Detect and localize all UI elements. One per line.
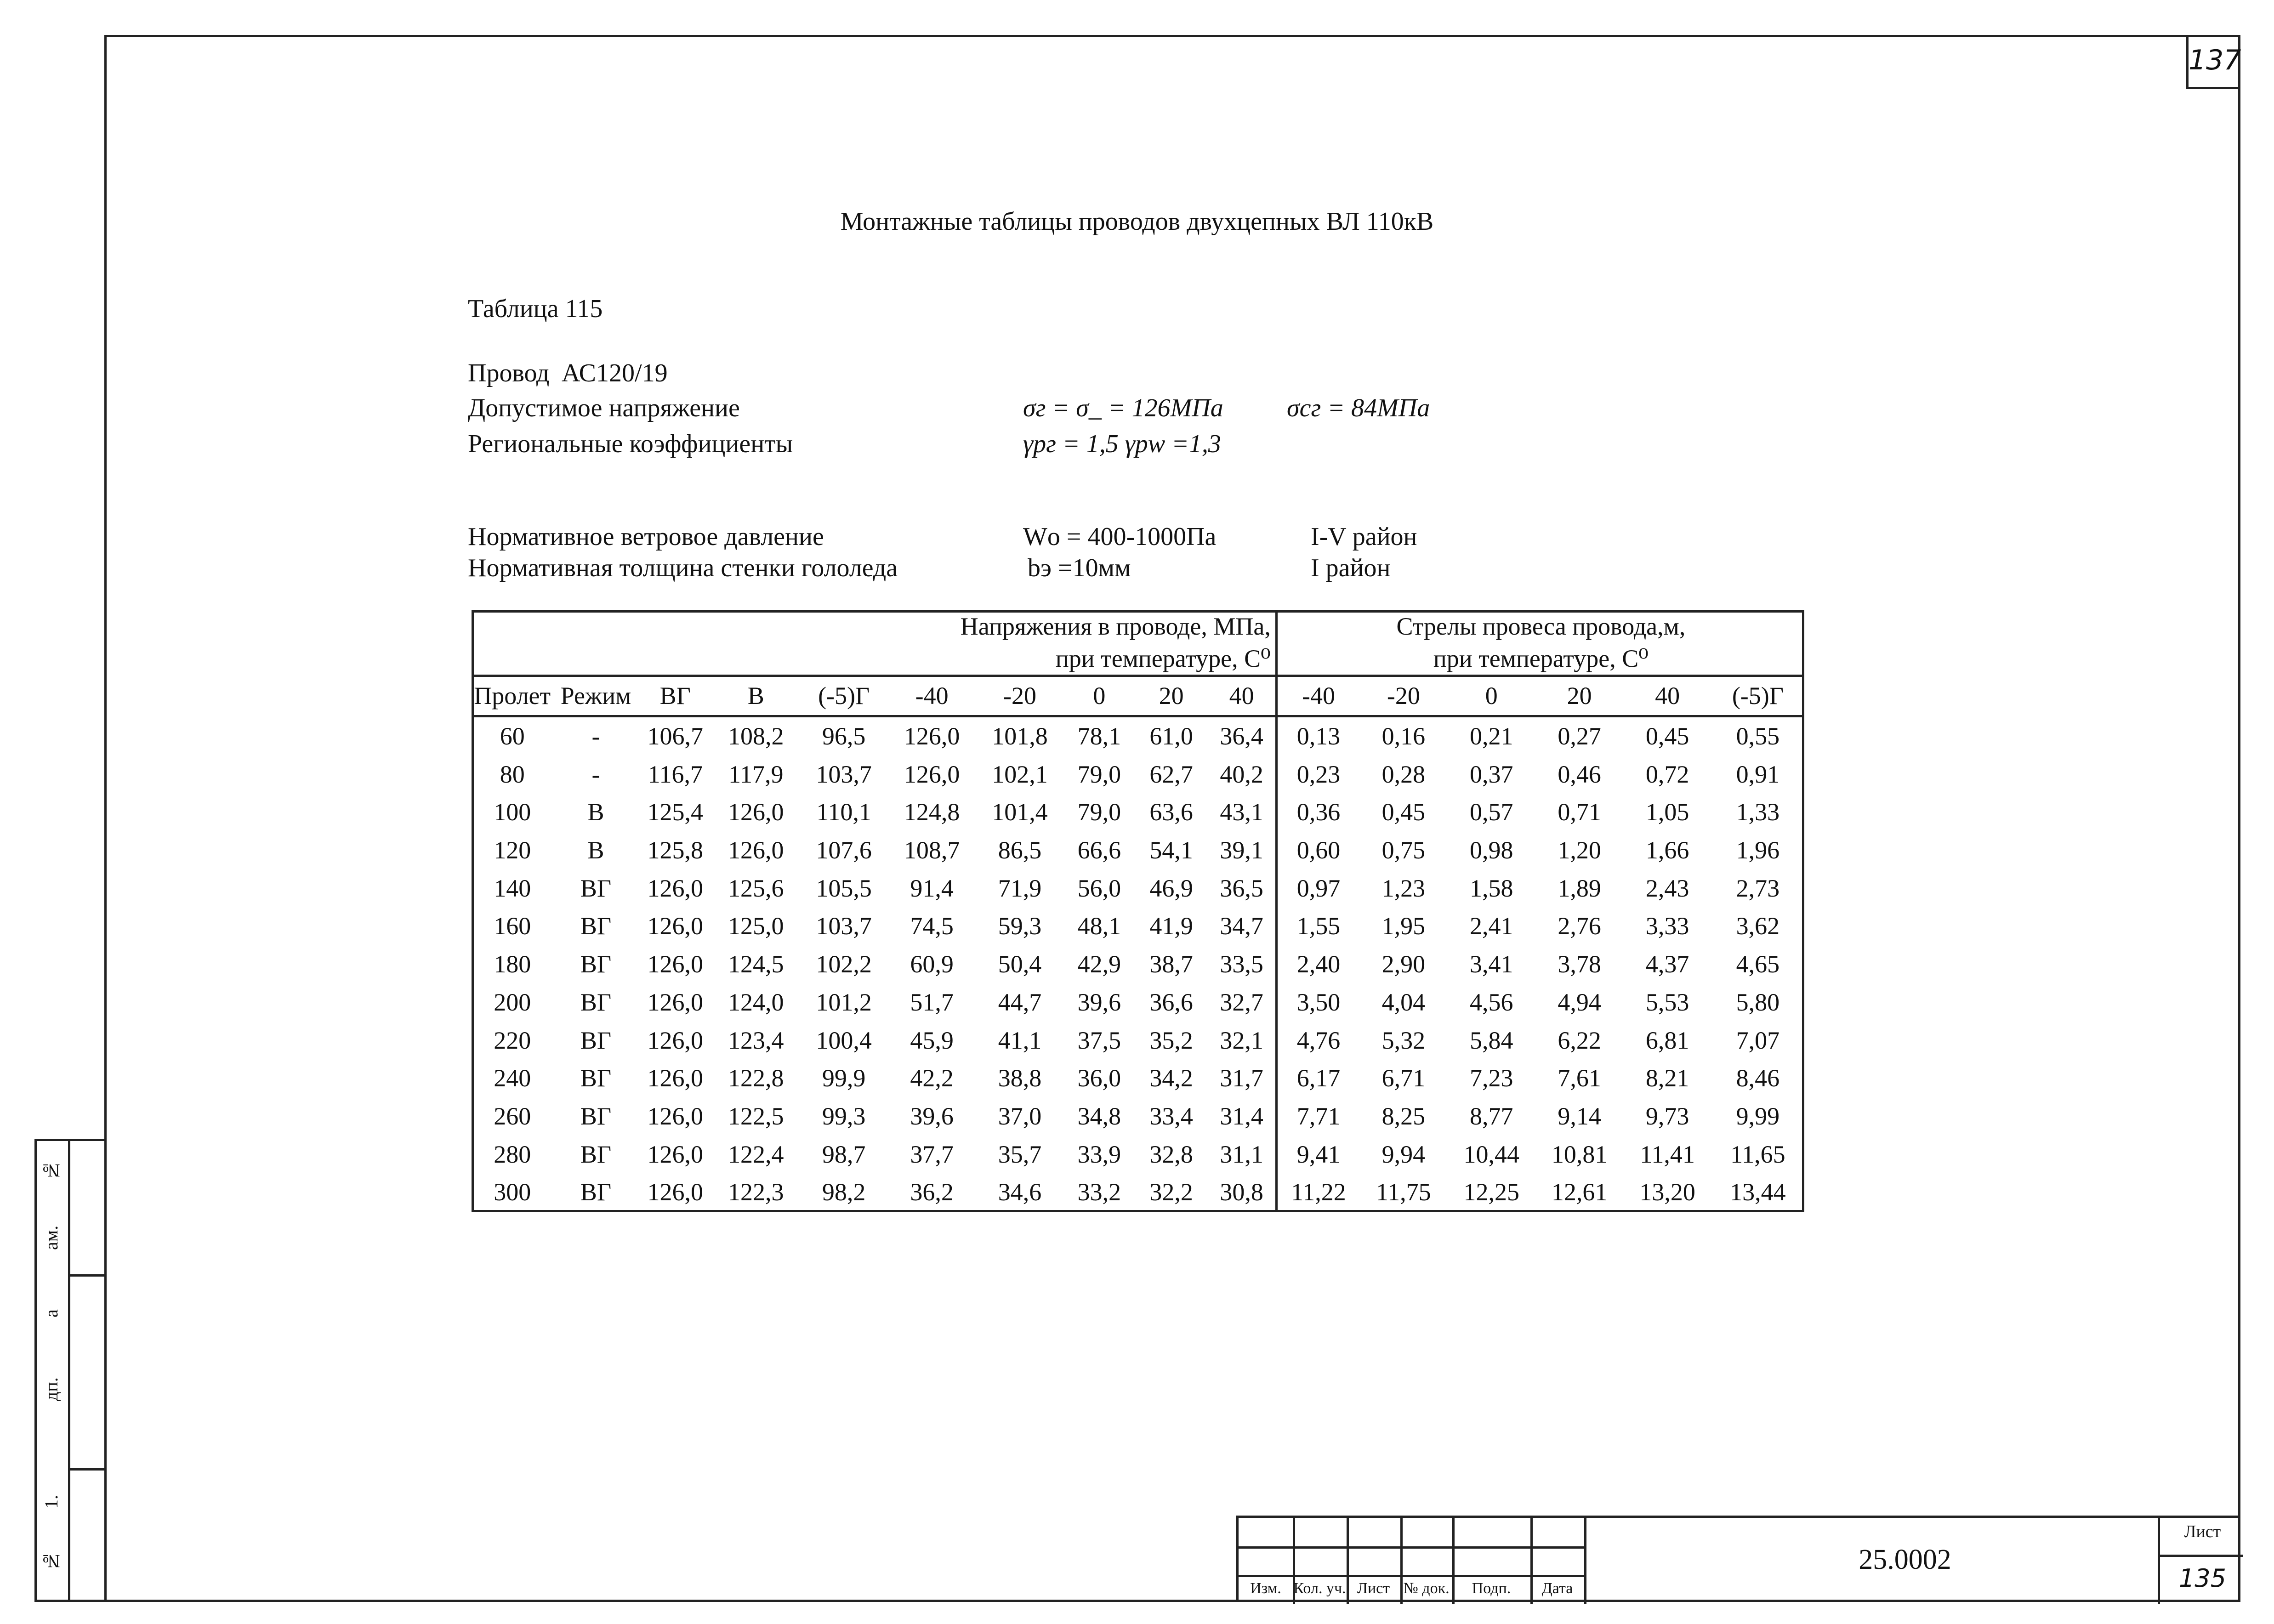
table-cell: 98,7	[822, 1140, 866, 1168]
table-cell: 9,94	[1381, 1140, 1426, 1168]
table-cell: 96,5	[822, 722, 866, 750]
wind-region: I-V район	[1311, 522, 1417, 551]
table-cell: 0,28	[1381, 760, 1426, 788]
column-header: 20	[1135, 676, 1208, 716]
table-cell: 4,94	[1558, 988, 1601, 1016]
table-cell: 39,1	[1208, 831, 1276, 869]
table-cell: 7,07	[1736, 1026, 1780, 1054]
table-cell: 30,8	[1208, 1173, 1276, 1211]
table-cell: 32,2	[1149, 1178, 1193, 1206]
table-cell: 80	[500, 760, 525, 788]
table-cell: 45,9	[910, 1026, 954, 1054]
table-cell: 39,6	[910, 1102, 954, 1130]
table-cell: 0,97	[1296, 874, 1341, 902]
table-cell: 2,76	[1558, 912, 1601, 940]
wind-value: Wо = 400-1000Па	[1023, 522, 1217, 551]
table-cell: ВГ	[580, 950, 612, 978]
table-cell: 126,0	[647, 1178, 704, 1206]
title-block	[1236, 1516, 2240, 1602]
table-cell: 125,4	[647, 798, 704, 826]
table-cell: ВГ	[580, 1140, 612, 1168]
table-cell: 8,25	[1381, 1102, 1426, 1130]
table-cell: 42,2	[910, 1064, 954, 1092]
sheet-number: 135	[2178, 1564, 2227, 1593]
table-cell: 0,46	[1558, 760, 1601, 788]
table-cell: 6,81	[1645, 1026, 1689, 1054]
table-cell: 3,62	[1736, 912, 1780, 940]
table-body	[472, 716, 1804, 1211]
table-cell: 260	[494, 1102, 531, 1130]
table-cell: 0,23	[1296, 760, 1341, 788]
table-row	[472, 755, 1804, 793]
table-cell: 100	[494, 798, 531, 826]
table-cell: 126,0	[728, 798, 784, 826]
table-cell: 6,22	[1558, 1026, 1601, 1054]
table-cell: 66,6	[1077, 836, 1121, 864]
table-cell: 40,2	[1208, 755, 1276, 793]
table-cell: 8,77	[1470, 1102, 1513, 1130]
table-cell: 62,7	[1149, 760, 1193, 788]
strip-text: №	[41, 1160, 62, 1181]
table-cell: 38,7	[1149, 950, 1193, 978]
table-cell: 3,50	[1296, 988, 1341, 1016]
table-row	[472, 793, 1804, 831]
table-cell: 4,76	[1296, 1026, 1341, 1054]
stress-group-header	[472, 610, 1276, 676]
table-cell: 31,7	[1208, 1059, 1276, 1097]
table-cell: 1,55	[1296, 912, 1341, 940]
table-cell: 101,8	[992, 722, 1048, 750]
table-cell: 108,7	[904, 836, 960, 864]
caption-kol-uch: Кол. уч.	[1293, 1580, 1346, 1597]
table-cell: 37,0	[998, 1102, 1042, 1130]
strip-divider	[68, 1468, 104, 1471]
table-cell: 2,40	[1296, 950, 1341, 978]
table-cell: 63,6	[1149, 798, 1193, 826]
table-cell: 106,7	[647, 722, 704, 750]
table-cell: 122,5	[728, 1102, 784, 1130]
strip-text: а	[41, 1309, 62, 1317]
table-label: Таблица 115	[468, 295, 603, 323]
column-header-row	[472, 676, 1804, 716]
wind-label: Нормативное ветровое давление	[468, 522, 824, 551]
table-cell: 101,4	[992, 798, 1048, 826]
table-cell: 56,0	[1077, 874, 1121, 902]
table-cell: 0,55	[1736, 722, 1780, 750]
table-cell: 0,36	[1296, 798, 1341, 826]
table-cell: ВГ	[580, 1102, 612, 1130]
table-cell: 4,37	[1645, 950, 1689, 978]
table-cell: 9,41	[1296, 1140, 1341, 1168]
table-cell: 1,20	[1558, 836, 1601, 864]
table-cell: 125,0	[728, 912, 784, 940]
column-header: Режим	[553, 676, 638, 716]
table-cell: 5,84	[1470, 1026, 1513, 1054]
stress-group-line2: при температуре, С⁰	[1055, 645, 1271, 672]
table-cell: 36,0	[1077, 1064, 1121, 1092]
table-cell: 0,21	[1470, 722, 1513, 750]
table-cell: 9,99	[1736, 1102, 1780, 1130]
table-cell: 200	[494, 988, 531, 1016]
sag-group-line1: Стрелы провеса провода,м,	[1396, 613, 1686, 640]
table-cell: 108,2	[728, 722, 784, 750]
table-row	[472, 1059, 1804, 1097]
table-row	[472, 869, 1804, 907]
table-cell: 98,2	[822, 1178, 866, 1206]
table-cell: 126,0	[728, 836, 784, 864]
table-cell: 79,0	[1077, 760, 1121, 788]
group-header-row	[472, 610, 1804, 676]
table-cell: 34,6	[998, 1178, 1042, 1206]
column-header: 40	[1208, 676, 1276, 716]
table-cell: 71,9	[998, 874, 1042, 902]
table-cell: 160	[494, 912, 531, 940]
table-cell: 48,1	[1077, 912, 1121, 940]
table-row	[472, 1021, 1804, 1059]
table-cell: 1,95	[1381, 912, 1426, 940]
table-cell: 79,0	[1077, 798, 1121, 826]
table-cell: 1,96	[1736, 836, 1780, 864]
table-cell: 140	[494, 874, 531, 902]
page-title: Монтажные таблицы проводов двухцепных ВЛ 110кВ	[840, 207, 1434, 236]
table-cell: 125,6	[728, 874, 784, 902]
table-cell: 123,4	[728, 1026, 784, 1054]
regional-coef-value: γрг = 1,5 γpw =1,3	[1023, 430, 1221, 458]
table-cell: 12,25	[1463, 1178, 1519, 1206]
allowable-stress-value: σг = σ_ = 126МПа	[1023, 394, 1223, 422]
table-cell: 126,0	[647, 1102, 704, 1130]
table-cell: 33,2	[1077, 1178, 1121, 1206]
caption-signature: Подп.	[1472, 1580, 1511, 1597]
table-cell: 0,45	[1645, 722, 1689, 750]
table-cell: В	[587, 798, 604, 826]
column-header: 40	[1623, 676, 1711, 716]
table-cell: 124,5	[728, 950, 784, 978]
table-cell: 102,2	[816, 950, 872, 978]
allowable-stress-label: Допустимое напряжение	[468, 394, 740, 422]
table-cell: 105,5	[816, 874, 872, 902]
table-cell: 13,44	[1730, 1178, 1786, 1206]
table-cell: 74,5	[910, 912, 954, 940]
table-cell: 6,71	[1381, 1064, 1426, 1092]
table-cell: 91,4	[910, 874, 954, 902]
table-cell: 38,8	[998, 1064, 1042, 1092]
table-cell: 0,71	[1558, 798, 1601, 826]
table-cell: 60	[500, 722, 525, 750]
table-cell: 117,9	[728, 760, 784, 788]
table-cell: 41,9	[1149, 912, 1193, 940]
table-cell: 60,9	[910, 950, 954, 978]
strip-text: №	[41, 1551, 62, 1572]
table-cell: 1,05	[1645, 798, 1689, 826]
ice-value: bэ =10мм	[1028, 554, 1131, 582]
table-cell: 240	[494, 1064, 531, 1092]
table-cell: 51,7	[910, 988, 954, 1016]
column-header: Пролет	[472, 676, 553, 716]
table-cell: 1,33	[1736, 798, 1780, 826]
table-cell: 103,7	[816, 760, 872, 788]
table-cell: 32,8	[1149, 1140, 1193, 1168]
table-cell: 5,80	[1736, 988, 1780, 1016]
table-cell: 41,1	[998, 1026, 1042, 1054]
table-cell: 31,1	[1208, 1135, 1276, 1173]
table-cell: 5,32	[1381, 1026, 1426, 1054]
table-cell: 126,0	[647, 1026, 704, 1054]
table-cell: 50,4	[998, 950, 1042, 978]
table-cell: 122,8	[728, 1064, 784, 1092]
table-cell: 0,91	[1736, 760, 1780, 788]
table-cell: 35,7	[998, 1140, 1042, 1168]
table-cell: 280	[494, 1140, 531, 1168]
table-cell: 126,0	[904, 760, 960, 788]
table-cell: 33,5	[1208, 945, 1276, 983]
table-cell: 78,1	[1077, 722, 1121, 750]
column-header: 0	[1448, 676, 1535, 716]
table-cell: ВГ	[580, 912, 612, 940]
stress-group-line1: Напряжения в проводе, МПа,	[960, 613, 1271, 640]
table-cell: 10,81	[1551, 1140, 1608, 1168]
table-cell: 2,41	[1470, 912, 1513, 940]
table-cell: 99,3	[822, 1102, 866, 1130]
table-cell: 103,7	[816, 912, 872, 940]
table-cell: 0,13	[1296, 722, 1341, 750]
table-cell: 124,8	[904, 798, 960, 826]
table-cell: 11,75	[1376, 1178, 1431, 1206]
table-cell: 300	[494, 1178, 531, 1206]
table-cell: 33,9	[1077, 1140, 1121, 1168]
table-cell: 2,90	[1381, 950, 1426, 978]
table-cell: 9,73	[1645, 1102, 1689, 1130]
table-cell: 54,1	[1149, 836, 1193, 864]
table-cell: 126,0	[647, 1140, 704, 1168]
table-cell: 35,2	[1149, 1026, 1193, 1054]
table-cell: 126,0	[647, 874, 704, 902]
table-cell: 12,61	[1551, 1178, 1608, 1206]
table-cell: 124,0	[728, 988, 784, 1016]
caption-izm: Изм.	[1250, 1580, 1281, 1597]
column-header: 20	[1535, 676, 1623, 716]
sheet-label: Лист	[2184, 1522, 2221, 1541]
column-header: -40	[1276, 676, 1359, 716]
wire-value: АС120/19	[562, 359, 668, 387]
table-row	[472, 907, 1804, 945]
table-cell: -	[591, 722, 600, 750]
table-cell: ВГ	[580, 1064, 612, 1092]
column-header: -20	[976, 676, 1063, 716]
table-cell: 107,6	[816, 836, 872, 864]
table-cell: 33,4	[1149, 1102, 1193, 1130]
table-cell: 39,6	[1077, 988, 1121, 1016]
table-cell: 43,1	[1208, 793, 1276, 831]
table-cell: 0,75	[1381, 836, 1426, 864]
table-cell: 0,72	[1645, 760, 1689, 788]
table-cell: 122,3	[728, 1178, 784, 1206]
table-cell: 44,7	[998, 988, 1042, 1016]
table-cell: 42,9	[1077, 950, 1121, 978]
table-cell: 4,04	[1381, 988, 1426, 1016]
column-header: ВГ	[639, 676, 712, 716]
table-cell: 37,5	[1077, 1026, 1121, 1054]
column-header: (-5)Г	[800, 676, 887, 716]
table-cell: 32,1	[1208, 1021, 1276, 1059]
table-cell: 86,5	[998, 836, 1042, 864]
sag-group-header	[1276, 610, 1804, 676]
binding-strip	[34, 1139, 104, 1602]
column-header: 0	[1064, 676, 1135, 716]
table-cell: 1,89	[1558, 874, 1601, 902]
caption-doc-number: № док.	[1403, 1580, 1450, 1597]
ice-label: Нормативная толщина стенки гололеда	[468, 554, 898, 582]
table-cell: 61,0	[1149, 722, 1193, 750]
table-cell: 59,3	[998, 912, 1042, 940]
table-cell: 126,0	[647, 988, 704, 1016]
strip-text: дп.	[41, 1377, 62, 1401]
column-header: -40	[888, 676, 976, 716]
table-cell: 126,0	[647, 912, 704, 940]
sag-group-line2: при температуре, С⁰	[1433, 645, 1649, 672]
table-cell: 4,56	[1470, 988, 1513, 1016]
table-cell: 126,0	[647, 1064, 704, 1092]
table-cell: ВГ	[580, 988, 612, 1016]
document-code: 25.0002	[1859, 1544, 1951, 1575]
table-cell: ВГ	[580, 874, 612, 902]
table-cell: 31,4	[1208, 1097, 1276, 1136]
table-cell: 1,23	[1381, 874, 1426, 902]
mounting-table	[472, 610, 1804, 1211]
corner-page-number: 137	[2186, 35, 2240, 89]
strip-text: 1.	[41, 1495, 62, 1509]
table-cell: 7,71	[1296, 1102, 1341, 1130]
column-header: (-5)Г	[1711, 676, 1804, 716]
table-cell: 126,0	[647, 950, 704, 978]
table-cell: 99,9	[822, 1064, 866, 1092]
table-cell: 101,2	[816, 988, 872, 1016]
table-cell: 3,78	[1558, 950, 1601, 978]
table-row	[472, 1097, 1804, 1136]
table-cell: 8,46	[1736, 1064, 1780, 1092]
column-header: В	[712, 676, 800, 716]
column-header: -20	[1359, 676, 1447, 716]
table-cell: 7,23	[1470, 1064, 1513, 1092]
table-cell: 7,61	[1558, 1064, 1601, 1092]
table-cell: 37,7	[910, 1140, 954, 1168]
table-cell: 180	[494, 950, 531, 978]
table-cell: 116,7	[648, 760, 703, 788]
table-cell: 2,73	[1736, 874, 1780, 902]
allowable-stress-value-2: σсг = 84МПа	[1287, 394, 1430, 422]
table-cell: 6,17	[1296, 1064, 1341, 1092]
table-cell: 5,53	[1645, 988, 1689, 1016]
table-cell: 1,58	[1470, 874, 1513, 902]
caption-date: Дата	[1541, 1580, 1573, 1597]
table-cell: 3,33	[1645, 912, 1689, 940]
table-cell: 34,8	[1077, 1102, 1121, 1130]
table-cell: 0,37	[1470, 760, 1513, 788]
table-cell: 126,0	[904, 722, 960, 750]
table-row	[472, 716, 1804, 755]
table-cell: 125,8	[647, 836, 704, 864]
table-cell: 0,98	[1470, 836, 1513, 864]
table-cell: 3,41	[1470, 950, 1513, 978]
table-row	[472, 831, 1804, 869]
table-cell: 8,21	[1645, 1064, 1689, 1092]
table-cell: 36,2	[910, 1178, 954, 1206]
table-cell: 36,6	[1149, 988, 1193, 1016]
table-cell: 36,4	[1208, 716, 1276, 755]
table-cell: 13,20	[1639, 1178, 1695, 1206]
table-cell: 0,60	[1296, 836, 1341, 864]
table-cell: -	[591, 760, 600, 788]
table-cell: 110,1	[816, 798, 871, 826]
table-cell: 32,7	[1208, 983, 1276, 1022]
wire-label: Провод	[468, 359, 550, 387]
strip-text: ам.	[41, 1225, 62, 1250]
table-cell: 11,41	[1640, 1140, 1695, 1168]
table-cell: 34,2	[1149, 1064, 1193, 1092]
table-row	[472, 1135, 1804, 1173]
table-cell: ВГ	[580, 1178, 612, 1206]
table-cell: 2,43	[1645, 874, 1689, 902]
table-row	[472, 945, 1804, 983]
table-cell: 220	[494, 1026, 531, 1054]
table-cell: 0,57	[1470, 798, 1513, 826]
table-cell: В	[587, 836, 604, 864]
table-row	[472, 1173, 1804, 1211]
table-cell: 10,44	[1463, 1140, 1519, 1168]
regional-coef-label: Региональные коэффициенты	[468, 430, 793, 458]
table-cell: 0,16	[1381, 722, 1426, 750]
table-cell: 34,7	[1208, 907, 1276, 945]
ice-region: I район	[1311, 554, 1391, 582]
table-cell: 120	[494, 836, 531, 864]
table-row	[472, 983, 1804, 1022]
table-cell: 0,45	[1381, 798, 1426, 826]
table-cell: 46,9	[1149, 874, 1193, 902]
table-cell: 11,65	[1730, 1140, 1785, 1168]
table-cell: 9,14	[1558, 1102, 1601, 1130]
table-cell: 1,66	[1645, 836, 1689, 864]
table-cell: 0,27	[1558, 722, 1601, 750]
table-cell: 11,22	[1291, 1178, 1346, 1206]
strip-divider	[68, 1274, 104, 1277]
strip-column-line	[68, 1141, 70, 1600]
table-cell: 122,4	[728, 1140, 784, 1168]
caption-list: Лист	[1357, 1580, 1390, 1597]
table-cell: 100,4	[816, 1026, 872, 1054]
table-cell: 4,65	[1736, 950, 1780, 978]
table-cell: 102,1	[992, 760, 1048, 788]
table-cell: ВГ	[580, 1026, 612, 1054]
table-cell: 36,5	[1208, 869, 1276, 907]
